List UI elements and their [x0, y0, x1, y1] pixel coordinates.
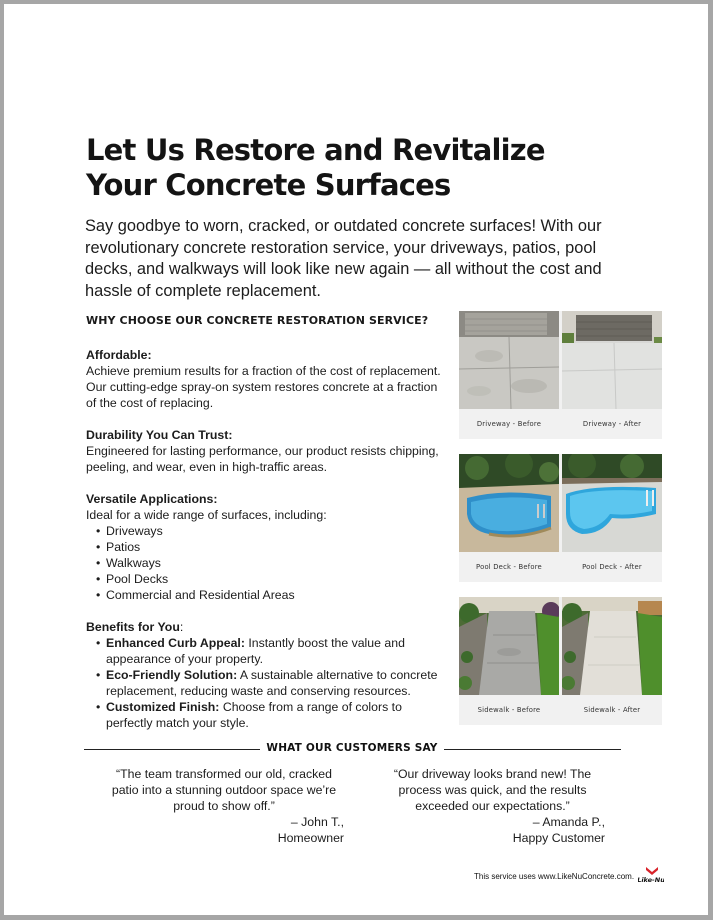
testimonial-name: – John T., [290, 815, 344, 829]
list-item: • Patios [96, 539, 446, 555]
customers-heading: WHAT OUR CUSTOMERS SAY [266, 742, 438, 754]
testimonial-role: Happy Customer [512, 831, 605, 845]
pool-deck-after-photo [562, 454, 662, 552]
versatile-text: Ideal for a wide range of surfaces, including: [86, 508, 327, 522]
sidewalk-after-photo [562, 597, 662, 695]
title-line-2: Your Concrete Surfaces [86, 168, 451, 202]
sidewalk-before-photo [459, 597, 559, 695]
photo-caption: Driveway - After [582, 420, 642, 428]
intro-paragraph: Say goodbye to worn, cracked, or outdated concrete surfaces! With our revolutionary concrete restoration service, your driveways, patios, pool decks, and walkways will look like new again — all without the cost and hassle of complete replacement. [85, 217, 602, 300]
driveway-photo-pair [459, 311, 662, 439]
affordable-text: Achieve premium results for a fraction of the cost of replacement. Our cutting-edge spray-on system restores concrete at a fraction of the cost of replacing. [86, 364, 441, 410]
pool-deck-before-photo [459, 454, 559, 552]
benefits-heading: Benefits for You: [86, 620, 184, 634]
list-item: • Walkways [96, 555, 446, 571]
svg-text:Like-Nu: Like-Nu [638, 876, 664, 884]
photo-caption: Sidewalk - After [583, 706, 641, 714]
why-choose-section [86, 313, 446, 747]
driveway-after-photo [562, 311, 662, 409]
pool-deck-photo-pair [459, 454, 662, 582]
footer-note: This service uses www.LikeNuConcrete.com. [474, 872, 635, 881]
list-item: • Commercial and Residential Areas [96, 587, 446, 603]
divider-line [84, 749, 260, 750]
list-item: • Driveways [96, 523, 446, 539]
testimonial-text: “The team transformed our old, cracked patio into a stunning outdoor space we’re proud to show off.” [111, 767, 337, 813]
list-item: • Enhanced Curb Appeal: Instantly boost the value and appearance of your property. [96, 635, 446, 667]
benefits-list [86, 635, 446, 731]
durability-heading: Durability You Can Trust: [86, 428, 233, 442]
sidewalk-photo-pair [459, 597, 662, 725]
list-item: • Pool Decks [96, 571, 446, 587]
photo-caption: Pool Deck - After [582, 563, 642, 571]
why-choose-heading: WHY CHOOSE OUR CONCRETE RESTORATION SERVICE? [86, 314, 429, 327]
like-nu-logo [638, 866, 664, 884]
durability-text: Engineered for lasting performance, our product resists chipping, peeling, and wear, even in high-traffic areas. [86, 444, 439, 474]
versatile-block [86, 491, 446, 603]
photo-caption: Sidewalk - Before [477, 706, 541, 714]
versatile-heading: Versatile Applications: [86, 492, 218, 506]
durability-block [86, 427, 446, 475]
photo-caption: Pool Deck - Before [476, 563, 542, 571]
testimonial-text: “Our driveway looks brand new! The process was quick, and the results exceeded our expectations.” [393, 767, 592, 813]
title-line-1: Let Us Restore and Revitalize [86, 133, 545, 167]
driveway-before-photo [459, 311, 559, 409]
list-item: • Eco-Friendly Solution: A sustainable alternative to concrete replacement, reducing waste and conserving resources. [96, 667, 446, 699]
photo-caption: Driveway - Before [476, 420, 542, 428]
list-item: • Customized Finish: Choose from a range of colors to perfectly match your style. [96, 699, 446, 731]
page-title [86, 133, 646, 203]
testimonial-name: – Amanda P., [532, 815, 605, 829]
divider-line [444, 749, 621, 750]
testimonial [104, 766, 344, 846]
benefits-block [86, 619, 446, 731]
before-after-gallery [459, 311, 662, 740]
testimonial-role: Homeowner [277, 831, 344, 845]
affordable-block [86, 347, 446, 411]
affordable-heading: Affordable: [86, 348, 152, 362]
surfaces-list [86, 523, 446, 603]
testimonial [380, 766, 605, 846]
